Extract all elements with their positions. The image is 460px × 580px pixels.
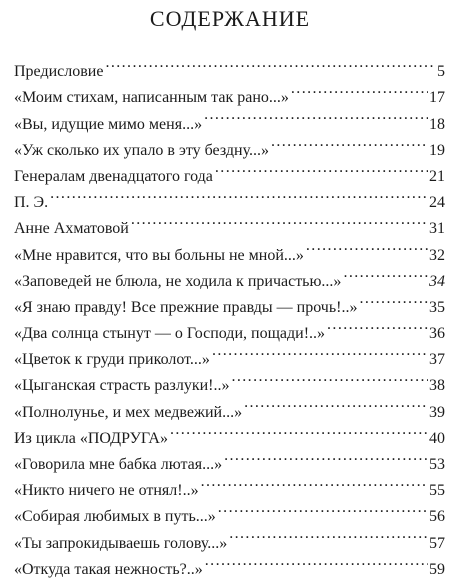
toc-entry-title: «Я знаю правду! Все прежние правды — прочь!..» bbox=[14, 298, 358, 316]
toc-entry-page: 53 bbox=[429, 456, 445, 473]
toc-entry-page: 38 bbox=[429, 377, 445, 395]
toc-dot-leader bbox=[48, 181, 428, 207]
toc-entry-page: 5 bbox=[437, 63, 445, 81]
toc-dot-leader bbox=[222, 443, 428, 469]
toc-entry-title: «Два солнца стынут — о Господи, пощади!..» bbox=[14, 325, 326, 343]
toc-entry bbox=[14, 50, 445, 81]
toc-entry-title: «Цветок к груди приколот...» bbox=[14, 351, 210, 369]
toc-entry-title: «Откуда такая нежность?..» bbox=[14, 560, 203, 578]
toc-entry-page: 24 bbox=[429, 194, 445, 212]
toc-dot-leader bbox=[304, 233, 428, 259]
toc-entry-page: 32 bbox=[429, 246, 445, 264]
toc-entry bbox=[14, 207, 445, 238]
toc-entry-page: 17 bbox=[429, 89, 445, 107]
toc-dot-leader bbox=[213, 155, 428, 181]
toc-entry-title: «Уж сколько их упало в эту бездну...» bbox=[14, 141, 269, 159]
toc-dot-leader bbox=[242, 390, 428, 416]
toc-entry-title: Анне Ахматовой bbox=[14, 220, 129, 238]
toc-entry-title: П. Э. bbox=[14, 194, 49, 212]
table-of-contents bbox=[14, 50, 445, 578]
toc-entry-page: 31 bbox=[429, 220, 445, 238]
toc-entry-page: 55 bbox=[429, 482, 445, 500]
toc-entry-page: 39 bbox=[429, 403, 445, 421]
toc-entry-title: «Никто ничего не отнял!..» bbox=[14, 482, 199, 500]
toc-entry-title: «Ты запрокидываешь голову...» bbox=[14, 534, 228, 552]
toc-dot-leader bbox=[129, 207, 428, 233]
toc-entry-title: Генералам двенадцатого года bbox=[14, 167, 213, 185]
toc-entry-title: «Моим стихам, написанным так рано...» bbox=[14, 89, 289, 107]
toc-entry-title: Предисловие bbox=[14, 63, 104, 81]
toc-dot-leader bbox=[216, 495, 428, 521]
toc-dot-leader bbox=[203, 548, 428, 574]
toc-dot-leader bbox=[229, 364, 428, 390]
toc-entry-title: «Мне нравится, что вы больны не мной...» bbox=[14, 246, 304, 264]
toc-entry-page: 35 bbox=[429, 298, 445, 316]
toc-entry-page: 36 bbox=[429, 325, 445, 343]
toc-entry-page: 59 bbox=[429, 560, 445, 578]
toc-entry-title: «Полнолунье, и мех медвежий...» bbox=[14, 403, 243, 421]
toc-dot-leader bbox=[341, 260, 428, 286]
toc-dot-leader bbox=[210, 338, 428, 364]
toc-entry-page: 21 bbox=[429, 167, 445, 185]
toc-entry-title: «Заповедей не блюла, не ходила к причастью...» bbox=[14, 272, 342, 290]
toc-entry-title: «Вы, идущие мимо меня...» bbox=[14, 115, 203, 133]
toc-entry bbox=[14, 181, 445, 212]
toc-entry-title: «Цыганская страсть разлуки!..» bbox=[14, 377, 230, 395]
toc-dot-leader bbox=[202, 102, 428, 128]
toc-entry-title: «Собирая любимых в путь...» bbox=[14, 508, 216, 526]
toc-entry-page: 57 bbox=[429, 534, 445, 552]
toc-dot-leader bbox=[269, 129, 428, 155]
toc-entry-page: 18 bbox=[429, 115, 445, 133]
page-title: СОДЕРЖАНИЕ bbox=[149, 6, 311, 31]
toc-dot-leader bbox=[325, 312, 428, 338]
toc-entry-page: 56 bbox=[429, 508, 445, 526]
toc-dot-leader bbox=[103, 50, 436, 76]
toc-entry-title: «Говорила мне бабка лютая...» bbox=[14, 456, 223, 473]
toc-dot-leader bbox=[168, 417, 428, 443]
toc-entry-page: 40 bbox=[429, 429, 445, 447]
toc-dot-leader bbox=[199, 469, 428, 495]
toc-entry-page: 37 bbox=[429, 351, 445, 369]
toc-dot-leader bbox=[227, 521, 428, 547]
toc-dot-leader bbox=[289, 76, 428, 102]
toc-entry-page: 19 bbox=[429, 141, 445, 159]
toc-entry-page: 34 bbox=[429, 272, 445, 290]
toc-dot-leader bbox=[357, 286, 428, 312]
toc-entry-title: Из цикла «ПОДРУГА» bbox=[14, 429, 168, 447]
